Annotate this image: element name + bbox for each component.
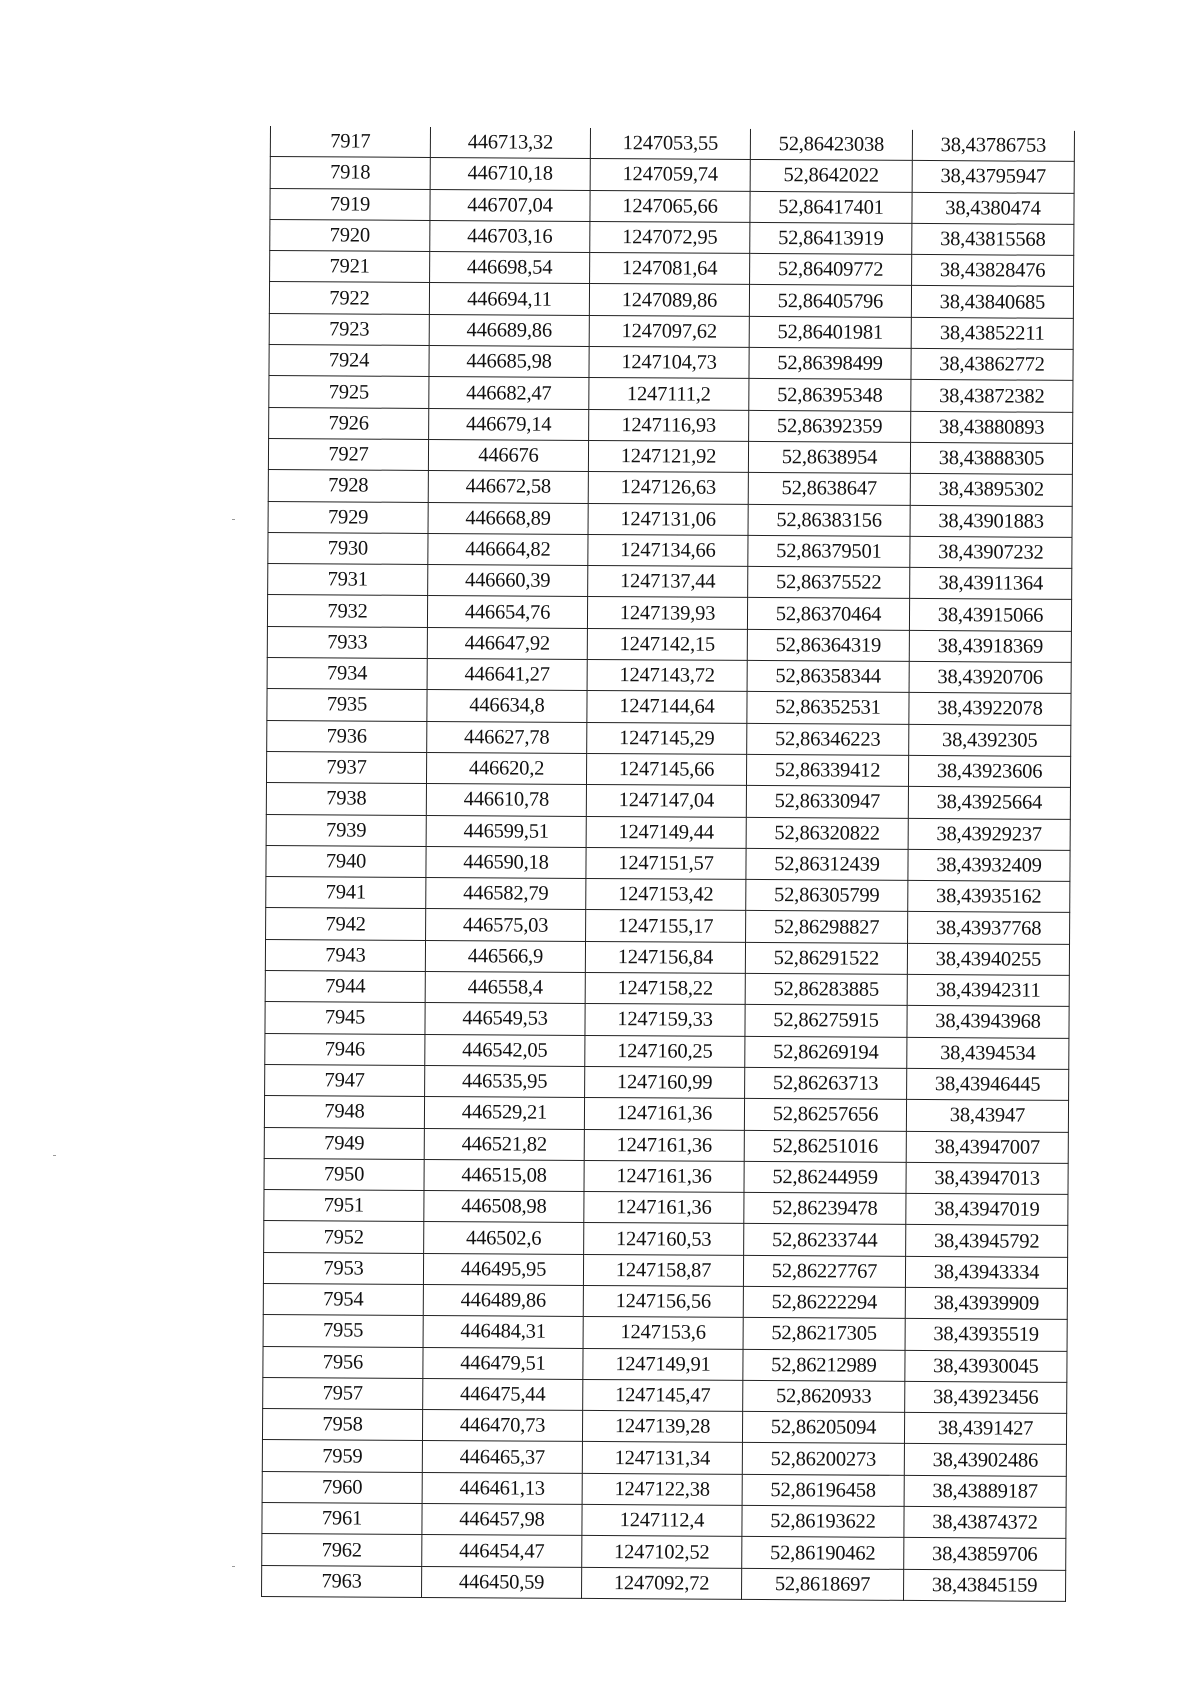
latitude-cell: 52,86193622 (742, 1505, 904, 1537)
longitude-cell: 38,43937768 (908, 912, 1070, 944)
x-coordinate-cell: 446515,08 (424, 1159, 584, 1191)
x-coordinate-cell: 446627,78 (427, 721, 587, 753)
point-number-cell: 7960 (262, 1471, 422, 1503)
x-coordinate-cell: 446654,76 (427, 596, 587, 628)
longitude-cell: 38,43880893 (911, 411, 1073, 443)
table-row (268, 501, 1072, 537)
longitude-cell: 38,4392305 (909, 724, 1071, 756)
table-row (269, 313, 1073, 349)
longitude-cell: 38,43872382 (911, 380, 1073, 412)
y-coordinate-cell: 1247160,25 (585, 1035, 745, 1067)
y-coordinate-cell: 1247147,04 (586, 785, 746, 817)
table-row (266, 751, 1070, 787)
longitude-cell: 38,43874372 (904, 1506, 1066, 1538)
table-row (266, 877, 1070, 913)
x-coordinate-cell: 446521,82 (424, 1128, 584, 1160)
point-number-cell: 7928 (268, 470, 428, 502)
point-number-cell: 7934 (267, 658, 427, 690)
scan-speck (232, 1566, 235, 1567)
point-number-cell: 7919 (270, 188, 430, 220)
point-number-cell: 7959 (262, 1440, 422, 1472)
table-row (267, 595, 1071, 631)
y-coordinate-cell: 1247112,4 (582, 1504, 742, 1536)
point-number-cell: 7954 (263, 1283, 423, 1315)
longitude-cell: 38,43925664 (908, 787, 1070, 819)
table-row (263, 1346, 1067, 1382)
table-row (266, 845, 1070, 881)
point-number-cell: 7958 (262, 1409, 422, 1441)
y-coordinate-cell: 1247134,66 (588, 534, 748, 566)
latitude-cell: 52,8642022 (750, 160, 912, 192)
x-coordinate-cell: 446703,16 (430, 220, 590, 252)
point-number-cell: 7952 (264, 1221, 424, 1253)
table-row (262, 1503, 1066, 1539)
latitude-cell: 52,86269194 (745, 1036, 907, 1068)
latitude-cell: 52,86383156 (748, 504, 910, 536)
table-row (266, 783, 1070, 819)
table-row (263, 1377, 1067, 1413)
latitude-cell: 52,86395348 (749, 379, 911, 411)
longitude-cell: 38,43932409 (908, 849, 1070, 881)
point-number-cell: 7962 (262, 1534, 422, 1566)
y-coordinate-cell: 1247160,99 (585, 1066, 745, 1098)
y-coordinate-cell: 1247102,52 (582, 1536, 742, 1568)
longitude-cell: 38,43911364 (910, 568, 1072, 600)
table-row (268, 438, 1072, 474)
latitude-cell: 52,86196458 (742, 1474, 904, 1506)
table-row (265, 1033, 1069, 1069)
latitude-cell: 52,86283885 (745, 973, 907, 1005)
latitude-cell: 52,86200273 (742, 1443, 904, 1475)
y-coordinate-cell: 1247149,91 (583, 1348, 743, 1380)
y-coordinate-cell: 1247131,06 (588, 503, 748, 535)
longitude-cell: 38,43828476 (912, 255, 1074, 287)
longitude-cell: 38,43947 (906, 1100, 1068, 1132)
table-row (262, 1471, 1066, 1507)
point-number-cell: 7938 (266, 783, 426, 815)
latitude-cell: 52,86417401 (750, 191, 912, 223)
x-coordinate-cell: 446685,98 (429, 346, 589, 378)
point-number-cell: 7945 (265, 1002, 425, 1034)
point-number-cell: 7922 (269, 282, 429, 314)
x-coordinate-cell: 446479,51 (423, 1347, 583, 1379)
table-row (268, 564, 1072, 600)
latitude-cell: 52,86222294 (743, 1286, 905, 1318)
point-number-cell: 7951 (264, 1190, 424, 1222)
table-row (263, 1283, 1067, 1319)
point-number-cell: 7923 (269, 313, 429, 345)
x-coordinate-cell: 446454,47 (422, 1535, 582, 1567)
table-row (269, 345, 1073, 381)
latitude-cell: 52,86375522 (748, 567, 910, 599)
point-number-cell: 7917 (270, 126, 430, 158)
longitude-cell: 38,43845159 (904, 1569, 1066, 1601)
x-coordinate-cell: 446682,47 (429, 377, 589, 409)
longitude-cell: 38,43889187 (904, 1475, 1066, 1507)
y-coordinate-cell: 1247059,74 (590, 159, 750, 191)
table-row (266, 814, 1070, 850)
table-row (262, 1534, 1066, 1570)
point-number-cell: 7942 (266, 908, 426, 940)
y-coordinate-cell: 1247161,36 (584, 1160, 744, 1192)
latitude-cell: 52,86312439 (746, 848, 908, 880)
longitude-cell: 38,4380474 (912, 192, 1074, 224)
latitude-cell: 52,86370464 (747, 598, 909, 630)
table-row (262, 1440, 1066, 1476)
longitude-cell: 38,43923606 (908, 755, 1070, 787)
x-coordinate-cell: 446484,31 (423, 1316, 583, 1348)
y-coordinate-cell: 1247161,36 (584, 1192, 744, 1224)
x-coordinate-cell: 446689,86 (429, 314, 589, 346)
table-row (265, 939, 1069, 975)
latitude-cell: 52,86305799 (746, 880, 908, 912)
point-number-cell: 7918 (270, 157, 430, 189)
scan-speck (232, 519, 235, 520)
point-number-cell: 7926 (269, 407, 429, 439)
point-number-cell: 7931 (268, 564, 428, 596)
point-number-cell: 7948 (264, 1096, 424, 1128)
y-coordinate-cell: 1247158,22 (585, 972, 745, 1004)
table-row (265, 1002, 1069, 1038)
longitude-cell: 38,43947013 (906, 1162, 1068, 1194)
table-row (269, 407, 1073, 443)
y-coordinate-cell: 1247097,62 (589, 315, 749, 347)
table-row (264, 1190, 1068, 1226)
y-coordinate-cell: 1247092,72 (582, 1567, 742, 1599)
point-number-cell: 7953 (263, 1252, 423, 1284)
latitude-cell: 52,86263713 (745, 1067, 907, 1099)
latitude-cell: 52,86423038 (750, 129, 912, 161)
point-number-cell: 7950 (264, 1158, 424, 1190)
longitude-cell: 38,43923456 (905, 1381, 1067, 1413)
longitude-cell: 38,43862772 (911, 348, 1073, 380)
table-row (269, 282, 1073, 318)
x-coordinate-cell: 446634,8 (427, 690, 587, 722)
x-coordinate-cell: 446610,78 (426, 784, 586, 816)
table-row (264, 1096, 1068, 1132)
x-coordinate-cell: 446461,13 (422, 1472, 582, 1504)
x-coordinate-cell: 446698,54 (430, 252, 590, 284)
table-row (264, 1221, 1068, 1257)
y-coordinate-cell: 1247145,66 (586, 753, 746, 785)
latitude-cell: 52,86190462 (742, 1537, 904, 1569)
y-coordinate-cell: 1247159,33 (585, 1004, 745, 1036)
x-coordinate-cell: 446676 (428, 439, 588, 471)
longitude-cell: 38,43902486 (904, 1444, 1066, 1476)
x-coordinate-cell: 446549,53 (425, 1003, 585, 1035)
latitude-cell: 52,86405796 (749, 285, 911, 317)
table-row (270, 251, 1074, 287)
table-row (262, 1409, 1066, 1445)
table-row (265, 1064, 1069, 1100)
table-row (270, 188, 1074, 224)
point-number-cell: 7956 (263, 1346, 423, 1378)
table-row (267, 626, 1071, 662)
y-coordinate-cell: 1247139,93 (587, 597, 747, 629)
longitude-cell: 38,43939909 (905, 1287, 1067, 1319)
point-number-cell: 7941 (266, 877, 426, 909)
x-coordinate-cell: 446590,18 (426, 846, 586, 878)
latitude-cell: 52,86401981 (749, 316, 911, 348)
longitude-cell: 38,43935162 (908, 881, 1070, 913)
longitude-cell: 38,43946445 (907, 1068, 1069, 1100)
latitude-cell: 52,86212989 (743, 1349, 905, 1381)
latitude-cell: 52,86320822 (746, 817, 908, 849)
latitude-cell: 52,86392359 (749, 410, 911, 442)
y-coordinate-cell: 1247161,36 (584, 1098, 744, 1130)
y-coordinate-cell: 1247111,2 (589, 378, 749, 410)
point-number-cell: 7924 (269, 345, 429, 377)
x-coordinate-cell: 446582,79 (426, 878, 586, 910)
scan-speck (53, 1155, 56, 1156)
longitude-cell: 38,4391427 (904, 1413, 1066, 1445)
longitude-cell: 38,43947019 (906, 1193, 1068, 1225)
longitude-cell: 38,43795947 (912, 161, 1074, 193)
x-coordinate-cell: 446672,58 (428, 471, 588, 503)
latitude-cell: 52,86217305 (743, 1318, 905, 1350)
latitude-cell: 52,8618697 (742, 1568, 904, 1600)
latitude-cell: 52,86239478 (744, 1193, 906, 1225)
x-coordinate-cell: 446475,44 (423, 1378, 583, 1410)
x-coordinate-cell: 446660,39 (428, 565, 588, 597)
table-row (270, 219, 1074, 255)
latitude-cell: 52,86227767 (743, 1255, 905, 1287)
latitude-cell: 52,86364319 (747, 629, 909, 661)
latitude-cell: 52,8638954 (748, 441, 910, 473)
point-number-cell: 7935 (267, 689, 427, 721)
y-coordinate-cell: 1247153,6 (583, 1317, 743, 1349)
point-number-cell: 7955 (263, 1315, 423, 1347)
table-row (264, 1127, 1068, 1163)
y-coordinate-cell: 1247104,73 (589, 347, 749, 379)
y-coordinate-cell: 1247143,72 (587, 659, 747, 691)
x-coordinate-cell: 446535,95 (425, 1065, 585, 1097)
latitude-cell: 52,86330947 (746, 786, 908, 818)
x-coordinate-cell: 446664,82 (428, 533, 588, 565)
x-coordinate-cell: 446707,04 (430, 189, 590, 221)
x-coordinate-cell: 446679,14 (429, 408, 589, 440)
point-number-cell: 7927 (268, 438, 428, 470)
y-coordinate-cell: 1247155,17 (586, 910, 746, 942)
point-number-cell: 7933 (267, 626, 427, 658)
longitude-cell: 38,43852211 (911, 317, 1073, 349)
longitude-cell: 38,43920706 (909, 661, 1071, 693)
point-number-cell: 7920 (270, 219, 430, 251)
point-number-cell: 7943 (265, 939, 425, 971)
latitude-cell: 52,86398499 (749, 348, 911, 380)
longitude-cell: 38,43888305 (910, 442, 1072, 474)
y-coordinate-cell: 1247081,64 (590, 253, 750, 285)
point-number-cell: 7947 (265, 1064, 425, 1096)
table-row (269, 376, 1073, 412)
x-coordinate-cell: 446529,21 (424, 1097, 584, 1129)
y-coordinate-cell: 1247089,86 (589, 284, 749, 316)
y-coordinate-cell: 1247145,29 (587, 722, 747, 754)
latitude-cell: 52,86291522 (745, 942, 907, 974)
y-coordinate-cell: 1247142,15 (587, 628, 747, 660)
y-coordinate-cell: 1247116,93 (589, 409, 749, 441)
y-coordinate-cell: 1247121,92 (588, 440, 748, 472)
point-number-cell: 7946 (265, 1033, 425, 1065)
y-coordinate-cell: 1247153,42 (586, 879, 746, 911)
table-row (267, 720, 1071, 756)
longitude-cell: 38,43943968 (907, 1006, 1069, 1038)
longitude-cell: 38,43895302 (910, 474, 1072, 506)
y-coordinate-cell: 1247139,28 (582, 1411, 742, 1443)
longitude-cell: 38,43901883 (910, 505, 1072, 537)
table-row (263, 1252, 1067, 1288)
y-coordinate-cell: 1247156,84 (585, 941, 745, 973)
x-coordinate-cell: 446508,98 (424, 1191, 584, 1223)
longitude-cell: 38,4394534 (907, 1037, 1069, 1069)
y-coordinate-cell: 1247144,64 (587, 691, 747, 723)
longitude-cell: 38,43942311 (907, 974, 1069, 1006)
longitude-cell: 38,43859706 (904, 1538, 1066, 1570)
point-number-cell: 7961 (262, 1503, 422, 1535)
point-number-cell: 7940 (266, 845, 426, 877)
latitude-cell: 52,86257656 (744, 1099, 906, 1131)
point-number-cell: 7936 (267, 720, 427, 752)
table-row (268, 470, 1072, 506)
latitude-cell: 52,86251016 (744, 1130, 906, 1162)
longitude-cell: 38,43840685 (911, 286, 1073, 318)
longitude-cell: 38,43940255 (907, 943, 1069, 975)
y-coordinate-cell: 1247137,44 (588, 566, 748, 598)
longitude-cell: 38,43907232 (910, 536, 1072, 568)
latitude-cell: 52,86352531 (747, 692, 909, 724)
x-coordinate-cell: 446457,98 (422, 1504, 582, 1536)
table-row (265, 971, 1069, 1007)
point-number-cell: 7963 (262, 1565, 422, 1597)
x-coordinate-cell: 446566,9 (425, 940, 585, 972)
latitude-cell: 52,86358344 (747, 660, 909, 692)
table-row (268, 532, 1072, 568)
x-coordinate-cell: 446713,32 (430, 127, 590, 159)
x-coordinate-cell: 446710,18 (430, 158, 590, 190)
table-row (267, 689, 1071, 725)
longitude-cell: 38,43945792 (906, 1225, 1068, 1257)
y-coordinate-cell: 1247161,36 (584, 1129, 744, 1161)
coordinates-table-body (262, 126, 1075, 1601)
table-row (263, 1315, 1067, 1351)
point-number-cell: 7949 (264, 1127, 424, 1159)
latitude-cell: 52,86409772 (750, 254, 912, 286)
x-coordinate-cell: 446495,95 (423, 1253, 583, 1285)
point-number-cell: 7939 (266, 814, 426, 846)
point-number-cell: 7957 (263, 1377, 423, 1409)
x-coordinate-cell: 446599,51 (426, 815, 586, 847)
x-coordinate-cell: 446694,11 (429, 283, 589, 315)
longitude-cell: 38,43930045 (905, 1350, 1067, 1382)
y-coordinate-cell: 1247160,53 (584, 1223, 744, 1255)
latitude-cell: 52,8638647 (748, 473, 910, 505)
longitude-cell: 38,43815568 (912, 223, 1074, 255)
y-coordinate-cell: 1247126,63 (588, 472, 748, 504)
y-coordinate-cell: 1247156,56 (583, 1285, 743, 1317)
longitude-cell: 38,43929237 (908, 818, 1070, 850)
longitude-cell: 38,43943334 (905, 1256, 1067, 1288)
longitude-cell: 38,43918369 (909, 630, 1071, 662)
table-row (264, 1158, 1068, 1194)
x-coordinate-cell: 446502,6 (424, 1222, 584, 1254)
latitude-cell: 52,86379501 (748, 535, 910, 567)
x-coordinate-cell: 446647,92 (427, 627, 587, 659)
latitude-cell: 52,8620933 (743, 1380, 905, 1412)
latitude-cell: 52,86205094 (742, 1412, 904, 1444)
x-coordinate-cell: 446450,59 (422, 1566, 582, 1598)
x-coordinate-cell: 446470,73 (422, 1410, 582, 1442)
table-row (266, 908, 1070, 944)
x-coordinate-cell: 446465,37 (422, 1441, 582, 1473)
latitude-cell: 52,86233744 (744, 1224, 906, 1256)
table-row (267, 658, 1071, 694)
table-row (262, 1565, 1066, 1601)
latitude-cell: 52,86298827 (746, 911, 908, 943)
x-coordinate-cell: 446641,27 (427, 659, 587, 691)
latitude-cell: 52,86275915 (745, 1005, 907, 1037)
latitude-cell: 52,86244959 (744, 1161, 906, 1193)
y-coordinate-cell: 1247151,57 (586, 847, 746, 879)
longitude-cell: 38,43915066 (909, 599, 1071, 631)
point-number-cell: 7925 (269, 376, 429, 408)
x-coordinate-cell: 446620,2 (426, 752, 586, 784)
y-coordinate-cell: 1247122,38 (582, 1473, 742, 1505)
y-coordinate-cell: 1247131,34 (582, 1442, 742, 1474)
point-number-cell: 7929 (268, 501, 428, 533)
table-row (270, 157, 1074, 193)
y-coordinate-cell: 1247072,95 (590, 221, 750, 253)
latitude-cell: 52,86413919 (750, 222, 912, 254)
point-number-cell: 7937 (266, 751, 426, 783)
longitude-cell: 38,43922078 (909, 693, 1071, 725)
point-number-cell: 7932 (267, 595, 427, 627)
x-coordinate-cell: 446668,89 (428, 502, 588, 534)
latitude-cell: 52,86339412 (746, 754, 908, 786)
y-coordinate-cell: 1247149,44 (586, 816, 746, 848)
coordinates-table (261, 126, 1075, 1602)
point-number-cell: 7944 (265, 971, 425, 1003)
x-coordinate-cell: 446575,03 (426, 909, 586, 941)
longitude-cell: 38,43786753 (912, 130, 1074, 162)
longitude-cell: 38,43935519 (905, 1319, 1067, 1351)
x-coordinate-cell: 446489,86 (423, 1284, 583, 1316)
longitude-cell: 38,43947007 (906, 1131, 1068, 1163)
point-number-cell: 7930 (268, 532, 428, 564)
y-coordinate-cell: 1247145,47 (583, 1379, 743, 1411)
table-row (270, 126, 1074, 162)
y-coordinate-cell: 1247053,55 (590, 128, 750, 160)
y-coordinate-cell: 1247065,66 (590, 190, 750, 222)
x-coordinate-cell: 446542,05 (425, 1034, 585, 1066)
point-number-cell: 7921 (270, 251, 430, 283)
y-coordinate-cell: 1247158,87 (583, 1254, 743, 1286)
latitude-cell: 52,86346223 (747, 723, 909, 755)
x-coordinate-cell: 446558,4 (425, 971, 585, 1003)
